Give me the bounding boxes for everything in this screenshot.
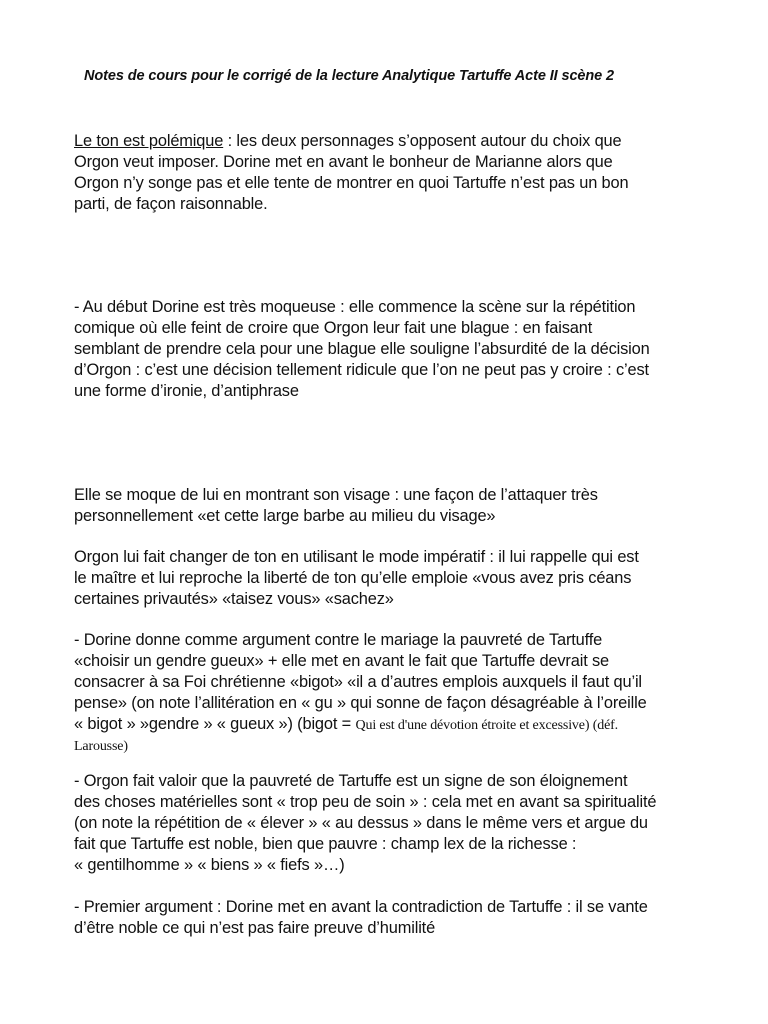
definition-text: Qui est d'une dévotion étroite et excessive) (déf. xyxy=(355,718,619,733)
document-title: Notes de cours pour le corrigé de la lecture Analytique Tartuffe Acte II scène 2 xyxy=(84,68,615,84)
paragraph-line: le maître et lui reproche la liberté de ton qu’elle emploie «vous avez pris céans xyxy=(74,569,632,587)
paragraph-spirituality xyxy=(74,771,724,876)
paragraph-poverty-argument xyxy=(74,630,724,757)
paragraph-line: - Dorine donne comme argument contre le mariage la pauvreté de Tartuffe xyxy=(74,631,603,649)
paragraph-line: des choses matérielles sont « trop peu de soin » : cela met en avant sa spiritualité xyxy=(74,793,657,811)
paragraph-line xyxy=(74,131,724,152)
paragraph-line: certaines privautés» «taisez vous» «sachez» xyxy=(74,590,394,608)
paragraph-tone xyxy=(74,131,724,215)
paragraph-line: fait que Tartuffe est noble, bien que pauvre : champ lex de la richesse : xyxy=(74,835,577,853)
line-text: : les deux personnages s’opposent autour du choix que xyxy=(223,132,622,150)
paragraph-line: - Premier argument : Dorine met en avant la contradiction de Tartuffe : il se vante xyxy=(74,898,648,916)
paragraph-mockery xyxy=(74,297,724,402)
paragraph-line: d’Orgon : c’est une décision tellement ridicule que l’on ne peut pas y croire : c’est xyxy=(74,361,649,379)
paragraph-line: - Au début Dorine est très moqueuse : elle commence la scène sur la répétition xyxy=(74,298,636,316)
paragraph-line: « gentilhomme » « biens » « fiefs »…) xyxy=(74,856,345,874)
paragraph-face xyxy=(74,485,724,527)
paragraph-line xyxy=(74,714,724,736)
paragraph-line: Elle se moque de lui en montrant son visage : une façon de l’attaquer très xyxy=(74,486,598,504)
paragraph-line: - Orgon fait valoir que la pauvreté de Tartuffe est un signe de son éloignement xyxy=(74,772,628,790)
paragraph-line: semblant de prendre cela pour une blague elle souligne l’absurdité de la décision xyxy=(74,340,650,358)
paragraph-line: Orgon veut imposer. Dorine met en avant le bonheur de Marianne alors que xyxy=(74,153,613,171)
paragraph-line: Orgon lui fait changer de ton en utilisant le mode impératif : il lui rappelle qui est xyxy=(74,548,639,566)
paragraph-line: Orgon n’y songe pas et elle tente de montrer en quoi Tartuffe n’est pas un bon xyxy=(74,174,629,192)
paragraph-line: «choisir un gendre gueux» + elle met en avant le fait que Tartuffe devrait se xyxy=(74,652,610,670)
paragraph-line: d’être noble ce qui n’est pas faire preuve d’humilité xyxy=(74,919,436,937)
line-text: « bigot » »gendre » « gueux ») (bigot = xyxy=(74,715,356,733)
paragraph-line: comique où elle feint de croire que Orgon leur fait une blague : en faisant xyxy=(74,319,593,337)
paragraph-line: une forme d’ironie, d’antiphrase xyxy=(74,382,299,400)
paragraph-imperative xyxy=(74,547,724,610)
paragraph-line: consacrer à sa Foi chrétienne «bigot» «il a d’autres emplois auxquels il faut qu’il xyxy=(74,673,642,691)
underlined-heading: Le ton est polémique xyxy=(74,132,224,150)
paragraph-first-argument xyxy=(74,897,724,939)
paragraph-line: (on note la répétition de « élever » « au dessus » dans le même vers et argue du xyxy=(74,814,648,832)
paragraph-line: personnellement «et cette large barbe au milieu du visage» xyxy=(74,507,496,525)
definition-source: Larousse) xyxy=(74,739,128,754)
paragraph-line: parti, de façon raisonnable. xyxy=(74,195,268,213)
paragraph-line: pense» (on note l’allitération en « gu » qui sonne de façon désagréable à l’oreille xyxy=(74,694,647,712)
